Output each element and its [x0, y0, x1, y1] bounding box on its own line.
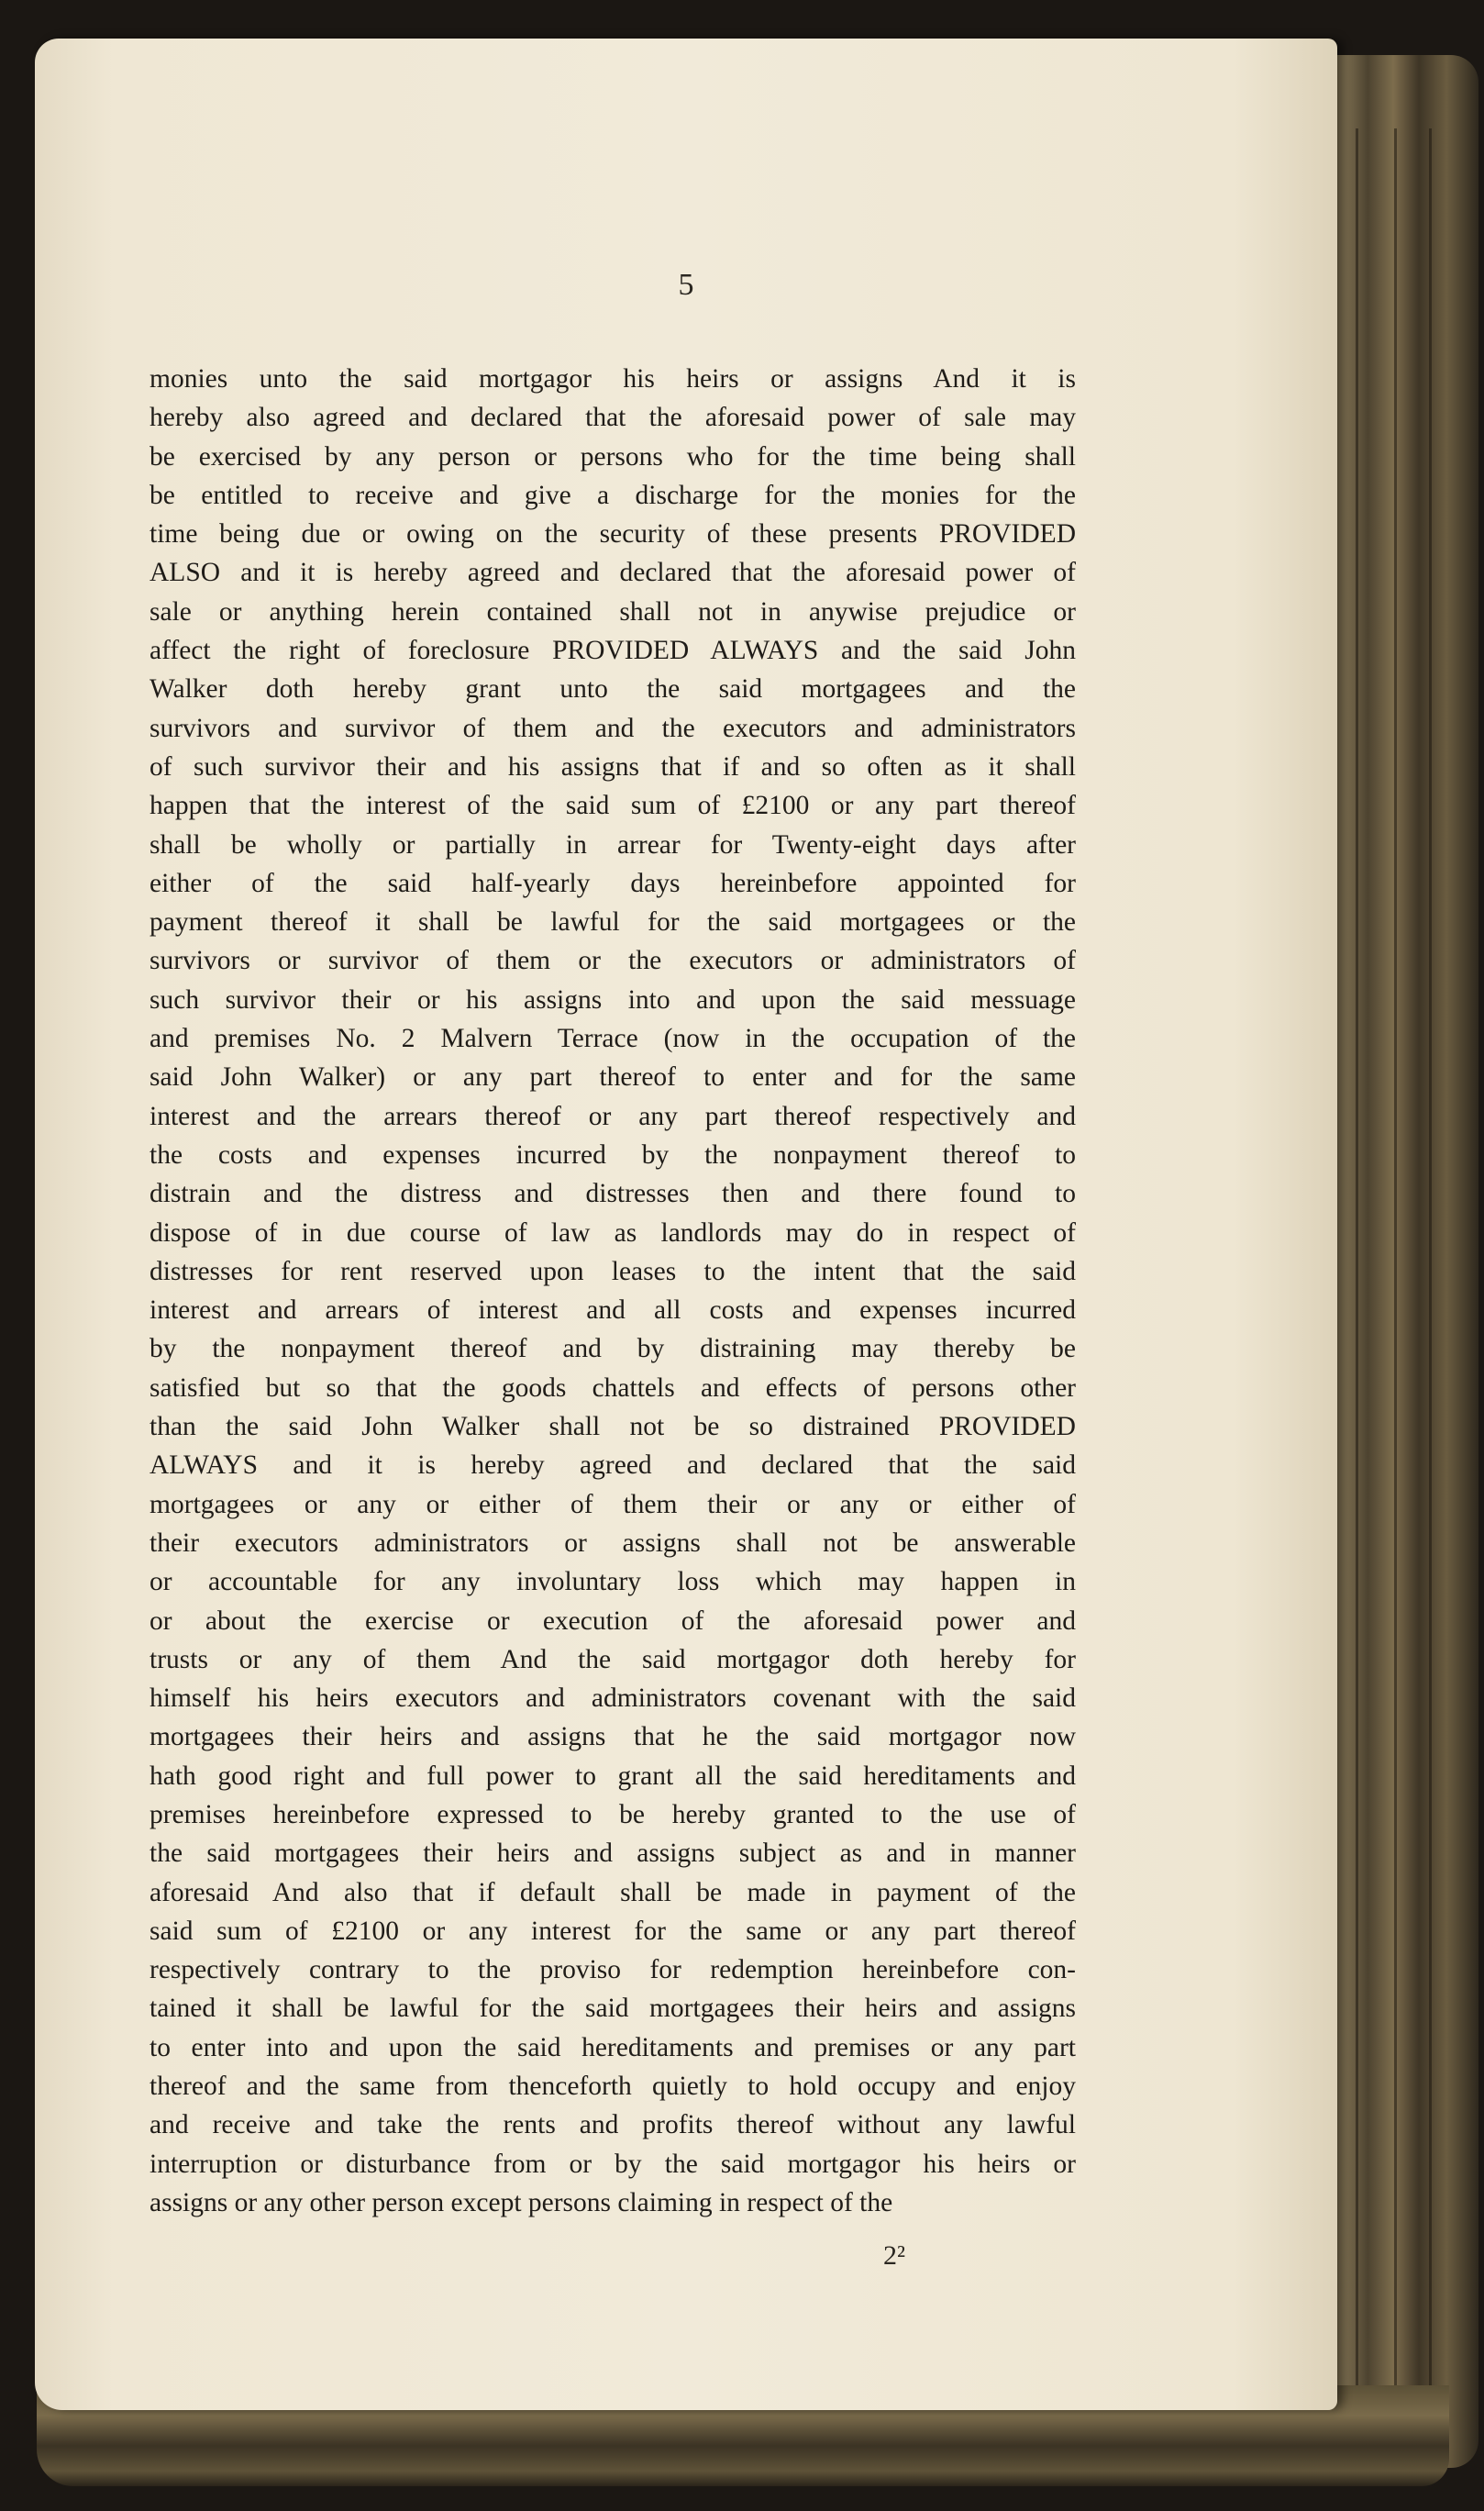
text-line: be entitled to receive and give a discharge for the monies for the: [150, 480, 1076, 510]
text-line: hereby also agreed and declared that the aforesaid power of sale may: [150, 403, 1076, 433]
text-line: of such survivor their and his assigns that if and so often as it shall: [150, 751, 1076, 782]
text-line: survivors and survivor of them and the executors and administrators: [150, 713, 1076, 743]
text-line: ALSO and it is hereby agreed and declared that the aforesaid power of: [150, 558, 1076, 588]
text-line: such survivor their or his assigns into and upon the said messuage: [150, 984, 1076, 1015]
text-line: assigns or any other person except persons claiming in respect of the: [150, 2187, 893, 2217]
text-line: or about the exercise or execution of the aforesaid power and: [150, 1605, 1076, 1636]
page-number: 5: [678, 268, 694, 302]
text-line: tained it shall be lawful for the said mortgagees their heirs and assigns: [150, 1994, 1076, 2024]
text-line: distrain and the distress and distresses then and there found to: [150, 1179, 1076, 1209]
text-line: thereof and the same from thenceforth quietly to hold occupy and enjoy: [150, 2072, 1076, 2102]
text-line: premises hereinbefore expressed to be hereby granted to the use of: [150, 1799, 1076, 1829]
text-line: aforesaid And also that if default shall be made in payment of the: [150, 1877, 1076, 1907]
text-line: ALWAYS and it is hereby agreed and declared that the said: [150, 1450, 1076, 1481]
book-page: [35, 39, 1337, 2410]
text-line: their executors administrators or assigns shall not be answerable: [150, 1528, 1076, 1558]
text-line: be exercised by any person or persons who for the time being shall: [150, 441, 1076, 472]
text-line: dispose of in due course of law as landlords may do in respect of: [150, 1217, 1076, 1248]
text-line: time being due or owing on the security of these presents PROVIDED: [150, 519, 1076, 550]
signature-mark: 2²: [883, 2240, 905, 2271]
text-line: trusts or any of them And the said mortgagor doth hereby for: [150, 1644, 1076, 1674]
text-line: interruption or disturbance from or by the said mortgagor his heirs or: [150, 2149, 1076, 2179]
text-line: happen that the interest of the said sum of £2100 or any part thereof: [150, 791, 1076, 821]
text-line: satisfied but so that the goods chattels and effects of persons other: [150, 1372, 1076, 1403]
body-text: [150, 360, 1076, 2222]
text-line: shall be wholly or partially in arrear for Twenty-eight days after: [150, 829, 1076, 860]
text-line: Walker doth hereby grant unto the said mortgagees and the: [150, 674, 1076, 705]
text-line: the costs and expenses incurred by the nonpayment thereof to: [150, 1139, 1076, 1170]
text-line: mortgagees or any or either of them their or any or either of: [150, 1489, 1076, 1519]
text-line: hath good right and full power to grant all the said hereditaments and: [150, 1761, 1076, 1791]
text-line: interest and the arrears thereof or any part thereof respectively and: [150, 1101, 1076, 1131]
text-line: and premises No. 2 Malvern Terrace (now in the occupation of the: [150, 1024, 1076, 1054]
text-line: said sum of £2100 or any interest for the same or any part thereof: [150, 1916, 1076, 1946]
text-line: by the nonpayment thereof and by distraining may thereby be: [150, 1334, 1076, 1364]
text-line: than the said John Walker shall not be so distrained PROVIDED: [150, 1412, 1076, 1442]
text-line: the said mortgagees their heirs and assigns subject as and in manner: [150, 1839, 1076, 1869]
text-line: survivors or survivor of them or the executors or administrators of: [150, 946, 1076, 976]
text-line: payment thereof it shall be lawful for the said mortgagees or the: [150, 907, 1076, 938]
text-line: to enter into and upon the said hereditaments and premises or any part: [150, 2032, 1076, 2062]
text-line: either of the said half-yearly days hereinbefore appointed for: [150, 868, 1076, 898]
text-line: interest and arrears of interest and all costs and expenses incurred: [150, 1295, 1076, 1326]
text-line: said John Walker) or any part thereof to enter and for the same: [150, 1062, 1076, 1093]
text-line: sale or anything herein contained shall not in anywise prejudice or: [150, 596, 1076, 627]
text-line: monies unto the said mortgagor his heirs or assigns And it is: [150, 364, 1076, 394]
text-line: himself his heirs executors and administrators covenant with the said: [150, 1683, 1076, 1714]
text-line: respectively contrary to the proviso for redemption hereinbefore con-: [150, 1955, 1076, 1985]
text-line: distresses for rent reserved upon leases to the intent that the said: [150, 1256, 1076, 1286]
text-line: affect the right of foreclosure PROVIDED ALWAYS and the said John: [150, 636, 1076, 666]
text-line: or accountable for any involuntary loss which may happen in: [150, 1567, 1076, 1597]
text-line: mortgagees their heirs and assigns that he the said mortgagor now: [150, 1722, 1076, 1752]
text-line: and receive and take the rents and profits thereof without any lawful: [150, 2110, 1076, 2140]
